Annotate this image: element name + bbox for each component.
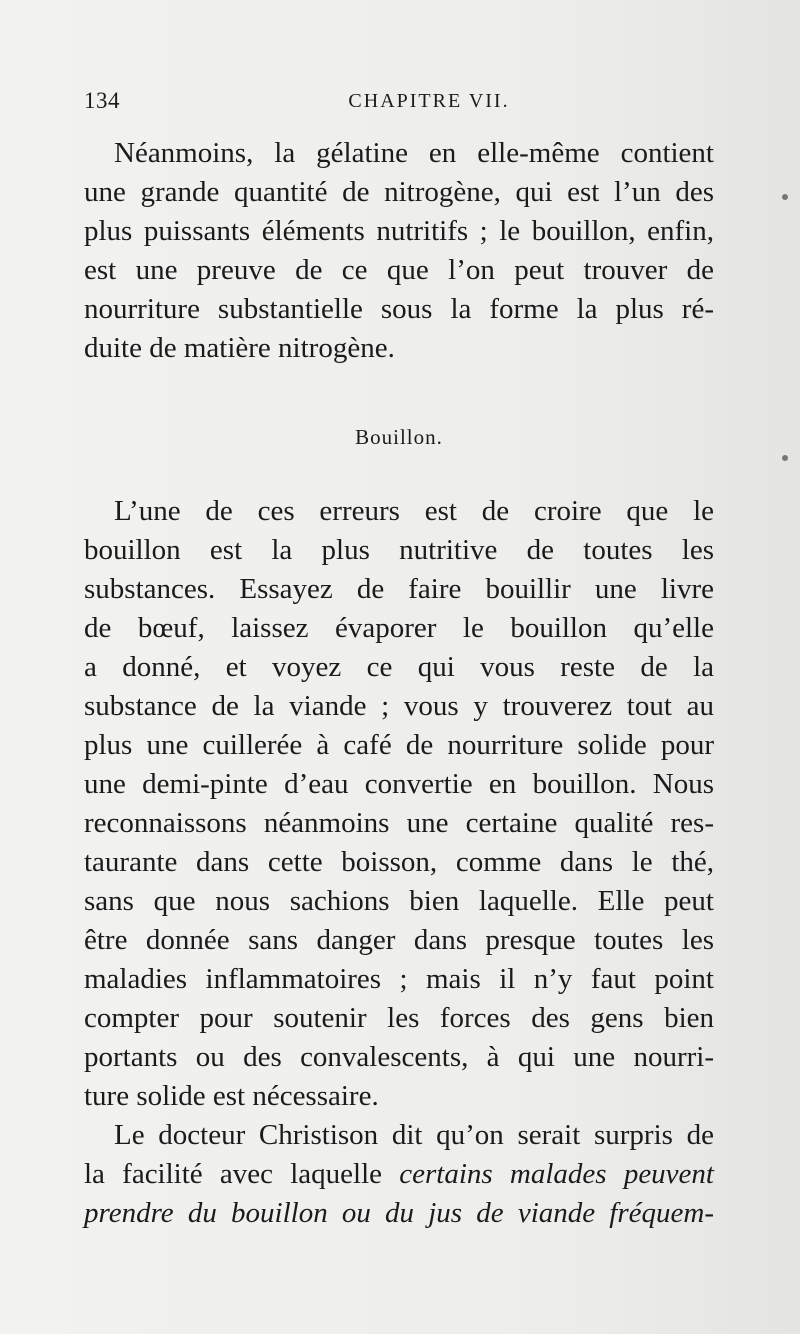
text-line: de bœuf, laissez évaporer le bouillon qu’elle [84,612,714,644]
text-line: être donnée sans danger dans presque toutes les [84,924,714,956]
text-line: Néanmoins, la gélatine en elle-même contient [114,137,714,169]
text-line [84,1155,714,1194]
text-line: plus puissants éléments nutritifs ; le bouillon, enfin, [84,215,714,247]
text-line: nourriture substantielle sous la forme la plus ré- [84,293,714,325]
text-line: taurante dans cette boisson, comme dans le thé, [84,846,714,878]
text-run: la facilité avec laquelle [84,1158,400,1190]
text-line: plus une cuillerée à café de nourriture solide pour [84,729,714,761]
text-line: reconnaissons néanmoins une certaine qualité res- [84,807,714,839]
text-line: a donné, et voyez ce qui vous reste de la [84,651,714,683]
section-title: Bouillon. [355,425,443,449]
page-header [84,88,714,124]
text-line: prendre du bouillon ou du jus de viande fréquem- [84,1197,714,1229]
text-line: une demi-pinte d’eau convertie en bouillon. Nous [84,768,714,800]
text-line: duite de matière nitrogène. [84,332,395,364]
page-body [84,134,714,1233]
text-line: portants ou des convalescents, à qui une nourri- [84,1041,714,1073]
text-line: compter pour soutenir les forces des gens bien [84,1002,714,1034]
paragraph-3 [84,1116,714,1233]
show-through-mark [782,455,788,461]
text-line: substance de la viande ; vous y trouverez tout au [84,690,714,722]
text-line: substances. Essayez de faire bouillir une livre [84,573,714,605]
text-line: maladies inflammatoires ; mais il n’y faut point [84,963,714,995]
text-line: bouillon est la plus nutritive de toutes les [84,534,714,566]
italic-text-run: certains malades peuvent [399,1158,714,1190]
running-head: CHAPITRE VII. [348,90,510,112]
paragraph-1 [84,134,714,368]
text-line: ture solide est nécessaire. [84,1080,379,1112]
text-line: sans que nous sachions bien laquelle. Elle peut [84,885,714,917]
show-through-mark [782,194,788,200]
text-line: Le docteur Christison dit qu’on serait surpris de [114,1119,714,1151]
page-number: 134 [84,88,120,113]
text-line: est une preuve de ce que l’on peut trouver de [84,254,714,286]
text-line: une grande quantité de nitrogène, qui est l’un des [84,176,714,208]
paragraph-2 [84,492,714,1116]
text-line: L’une de ces erreurs est de croire que le [114,495,714,527]
